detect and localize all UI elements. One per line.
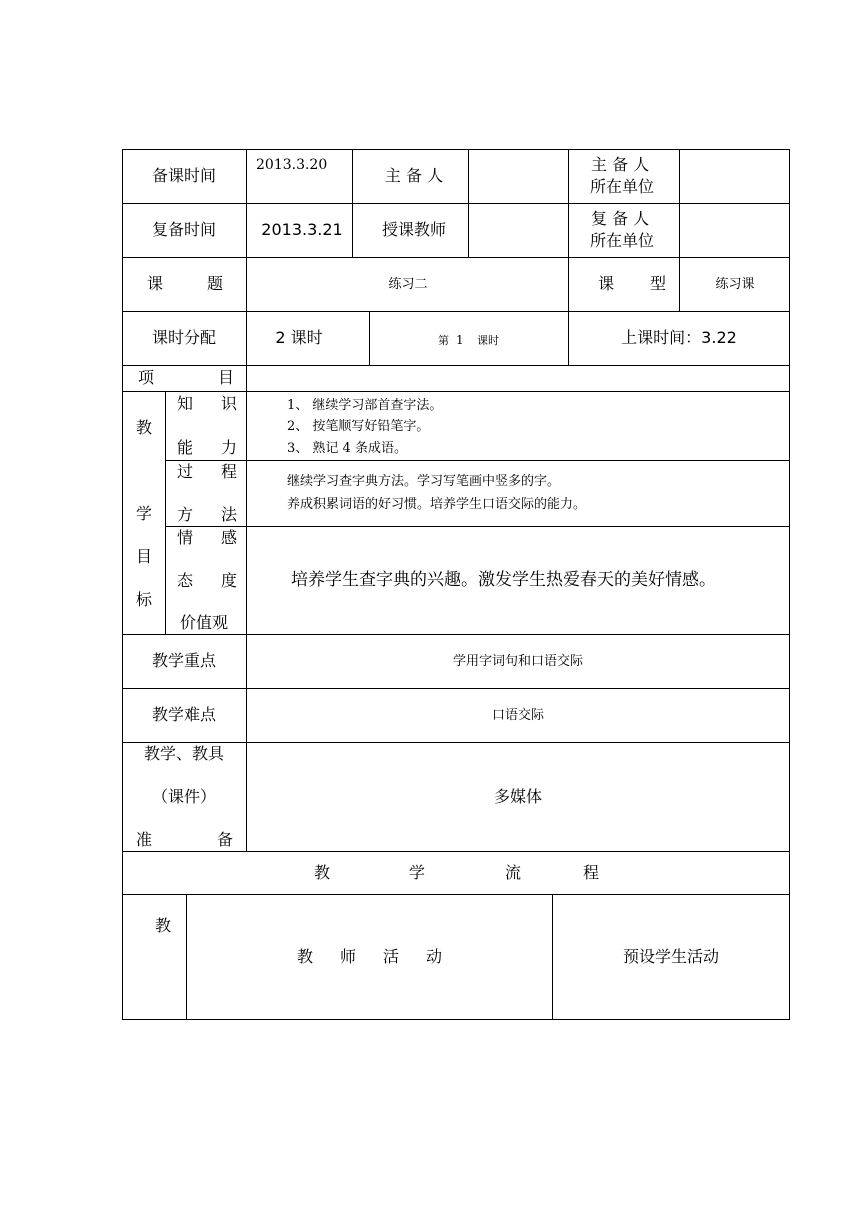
goals-side-char: 标 (136, 590, 153, 609)
key-points-value: 学用字词句和口语交际 (452, 654, 584, 669)
teacher-label: 授课教师 (381, 220, 447, 239)
prep-date: 2013.3.20 (256, 157, 328, 173)
flow-char: 程 (583, 863, 600, 882)
table-border-bottom (122, 1019, 790, 1020)
emotion-text: 培养学生查字典的兴趣。激发学生热爱春天的美好情感。 (291, 570, 716, 590)
class-time: 上课时间：3.22 (621, 328, 737, 347)
flow-char: 学 (409, 863, 426, 882)
type-label-char-2: 型 (650, 274, 667, 293)
col-line (246, 149, 247, 851)
review-time-label: 复备时间 (151, 220, 217, 239)
col-line (369, 311, 370, 365)
session-char-1: 第 (438, 334, 449, 347)
teacher-activity-char: 教 (297, 947, 314, 966)
row-line (165, 526, 790, 527)
row-line (122, 688, 790, 689)
tools-label-line2: （课件） (151, 787, 217, 806)
col-line (552, 894, 553, 1019)
knowledge-item: 3、 熟记 4 条成语。 (287, 441, 407, 456)
type-value: 练习课 (715, 277, 755, 292)
process-label-char: 程 (221, 462, 238, 481)
col-line (568, 149, 569, 365)
item-label-char-1: 项 (138, 368, 155, 387)
session-char-2: 课时 (477, 334, 499, 347)
difficulties-value: 口语交际 (491, 708, 545, 723)
difficulties-label: 教学难点 (151, 705, 217, 724)
flow-char: 教 (314, 863, 331, 882)
review-unit-label-line1: 复 备 人 (591, 209, 650, 228)
goals-side-char: 目 (136, 547, 153, 566)
prep-time-label: 备课时间 (151, 166, 217, 185)
process-line: 养成积累词语的好习惯。培养学生口语交际的能力。 (287, 497, 587, 512)
col-line (679, 149, 680, 311)
knowledge-label-char: 知 (177, 394, 194, 413)
teacher-activity-char: 动 (426, 947, 443, 966)
emotion-label-char: 感 (221, 528, 238, 547)
row-line (122, 257, 790, 258)
col-line (165, 391, 166, 634)
row-line (122, 851, 790, 852)
knowledge-item: 2、 按笔顺写好铅笔字。 (287, 419, 430, 434)
table-border-left (122, 149, 123, 1020)
col-line (468, 149, 469, 257)
key-points-label: 教学重点 (151, 651, 217, 670)
tools-value: 多媒体 (493, 787, 543, 806)
lead-unit-label-line2: 所在单位 (590, 177, 655, 196)
knowledge-label-char: 能 (177, 438, 194, 457)
row-line (122, 391, 790, 392)
knowledge-label-char: 识 (221, 394, 238, 413)
tools-label-char: 备 (217, 830, 234, 849)
student-activity-label: 预设学生活动 (622, 947, 720, 966)
row-line (122, 203, 790, 204)
col-line (186, 894, 187, 1019)
session-number: 1 (456, 333, 464, 347)
tools-label-line1: 教学、教具 (143, 744, 225, 763)
lead-unit-label-line1: 主 备 人 (591, 155, 650, 174)
table-border-right (789, 149, 790, 1020)
item-label-char-2: 目 (218, 368, 235, 387)
emotion-label-char: 度 (221, 571, 238, 590)
process-line: 继续学习查字典方法。学习写笔画中竖多的字。 (287, 474, 561, 489)
goals-side-char: 教 (136, 418, 153, 437)
teacher-activity-char: 活 (383, 947, 400, 966)
table-border-top (122, 149, 790, 150)
knowledge-item: 1、 继续学习部首查字法。 (287, 398, 443, 413)
row-line (165, 460, 790, 461)
row-line (122, 634, 790, 635)
hours-label: 课时分配 (151, 328, 217, 347)
col-line (352, 149, 353, 257)
activity-side-char: 教 (155, 916, 172, 935)
process-label-char: 法 (221, 505, 238, 524)
lead-preparer-label: 主 备 人 (384, 166, 444, 185)
goals-side-char: 学 (136, 504, 153, 523)
knowledge-label-char: 力 (221, 438, 238, 457)
review-date: 2013.3.21 (261, 220, 343, 239)
flow-char: 流 (505, 863, 522, 882)
review-unit-label-line2: 所在单位 (590, 231, 655, 250)
emotion-label-values: 价值观 (180, 613, 229, 632)
row-line (122, 365, 790, 366)
emotion-label-char: 态 (177, 571, 194, 590)
row-line (122, 894, 790, 895)
process-label-char: 方 (177, 505, 194, 524)
topic-label-char-1: 课 (147, 274, 164, 293)
hours-value: 2 课时 (275, 328, 323, 347)
process-label-char: 过 (177, 462, 194, 481)
topic-label-char-2: 题 (207, 274, 224, 293)
topic-value: 练习二 (388, 277, 428, 292)
row-line (122, 311, 790, 312)
tools-label-char: 准 (136, 830, 153, 849)
teacher-activity-char: 师 (340, 947, 357, 966)
emotion-label-char: 情 (177, 528, 194, 547)
row-line (122, 742, 790, 743)
type-label-char-1: 课 (598, 274, 615, 293)
